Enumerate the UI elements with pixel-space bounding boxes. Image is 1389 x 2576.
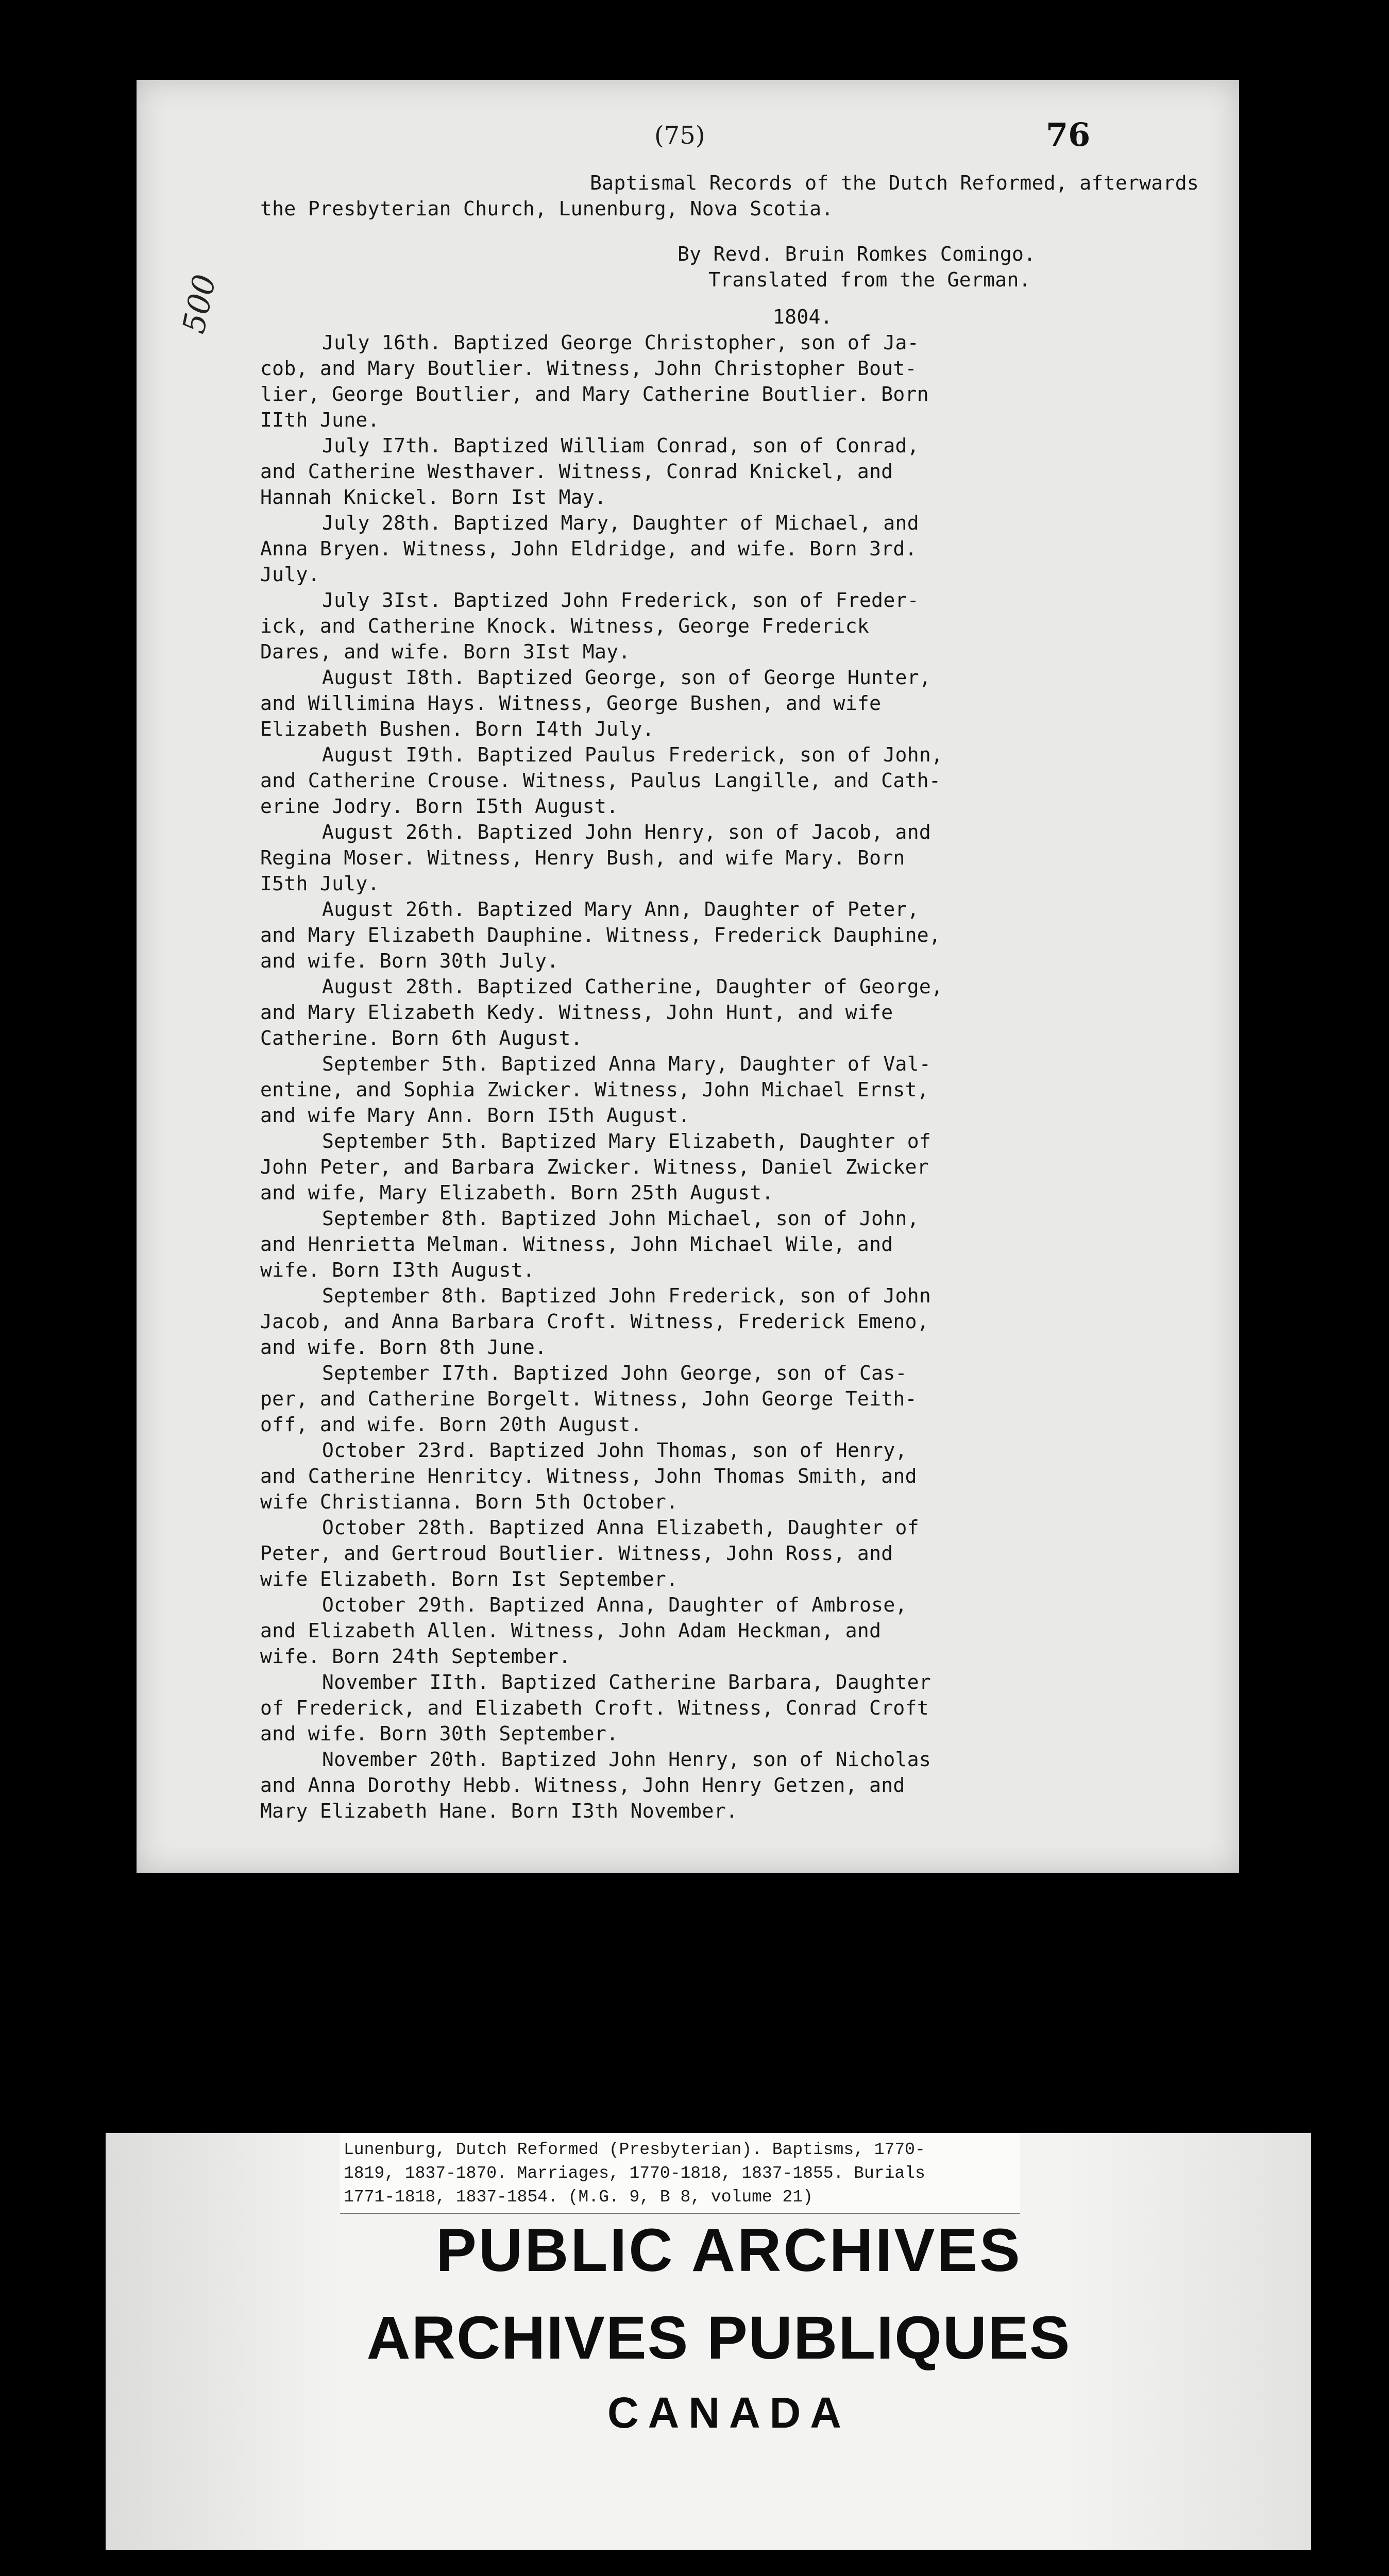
entry-line: July 16th. Baptized George Christopher, son of Ja- [322, 331, 919, 354]
entry-line: entine, and Sophia Zwicker. Witness, John Michael Ernst, [260, 1078, 929, 1101]
entry-line: August 28th. Baptized Catherine, Daughter of George, [322, 975, 943, 998]
entry-line: August I8th. Baptized George, son of George Hunter, [322, 666, 931, 689]
entry-line: lier, George Boutlier, and Mary Catherine Boutlier. Born [260, 383, 929, 405]
entry-line: and wife. Born 30th September. [260, 1722, 619, 1745]
entry-line: wife. Born I3th August. [260, 1259, 535, 1281]
entry-line: October 23rd. Baptized John Thomas, son of Henry, [322, 1439, 907, 1462]
entry-line: Anna Bryen. Witness, John Eldridge, and wife. Born 3rd. [260, 537, 917, 560]
entry-line: November IIth. Baptized Catherine Barbara, Daughter [322, 1671, 931, 1693]
entry-line: and Anna Dorothy Hebb. Witness, John Henry Getzen, and [260, 1774, 905, 1797]
entry-line: and wife. Born 30th July. [260, 950, 559, 972]
entry-line: July I7th. Baptized William Conrad, son of Conrad, [322, 434, 919, 457]
catalog-line-2: 1819, 1837-1870. Marriages, 1770-1818, 1837-1855. Burials [344, 2164, 925, 2183]
page-number: 76 [1046, 116, 1091, 154]
entry-line: and wife Mary Ann. Born I5th August. [260, 1104, 690, 1127]
catalog-line-3: 1771-1818, 1837-1854. (M.G. 9, B 8, volume 21) [344, 2188, 813, 2207]
entry-line: November 20th. Baptized John Henry, son of Nicholas [322, 1748, 931, 1771]
document-body [260, 170, 1213, 1824]
entry-line: October 29th. Baptized Anna, Daughter of Ambrose, [322, 1594, 907, 1616]
author-line: By Revd. Bruin Romkes Comingo. [677, 243, 1036, 265]
entry-line: and Catherine Westhaver. Witness, Conrad Knickel, and [260, 460, 893, 483]
entry-line: per, and Catherine Borgelt. Witness, John George Teith- [260, 1387, 917, 1410]
entry-line: Hannah Knickel. Born Ist May. [260, 486, 607, 509]
entry-line: ick, and Catherine Knock. Witness, George Frederick [260, 615, 870, 637]
entry-line: and Elizabeth Allen. Witness, John Adam Heckman, and [260, 1619, 882, 1642]
entry-line: I5th July. [260, 872, 380, 895]
entry-line: and Willimina Hays. Witness, George Bushen, and wife [260, 692, 882, 715]
header-line-1: Baptismal Records of the Dutch Reformed, afterwards [590, 172, 1199, 194]
entry-line: IIth June. [260, 409, 380, 431]
entry-line: Jacob, and Anna Barbara Croft. Witness, Frederick Emeno, [260, 1310, 929, 1333]
year-heading: 1804. [773, 306, 833, 328]
entry-line: Peter, and Gertroud Boutlier. Witness, John Ross, and [260, 1542, 893, 1565]
entry-line: September 5th. Baptized Mary Elizabeth, Daughter of [322, 1130, 931, 1153]
catalog-strip-text [344, 2138, 1019, 2209]
entry-line: John Peter, and Barbara Zwicker. Witness, Daniel Zwicker [260, 1156, 929, 1178]
entry-line: July 28th. Baptized Mary, Daughter of Michael, and [322, 512, 919, 534]
entry-line: July 3Ist. Baptized John Frederick, son of Freder- [322, 589, 919, 612]
entry-line: Catherine. Born 6th August. [260, 1027, 583, 1049]
entry-line: August 26th. Baptized John Henry, son of Jacob, and [322, 821, 931, 843]
entry-line: cob, and Mary Boutlier. Witness, John Christopher Bout- [260, 357, 917, 380]
entry-line: and Mary Elizabeth Kedy. Witness, John Hunt, and wife [260, 1001, 893, 1024]
entry-line: of Frederick, and Elizabeth Croft. Witness, Conrad Croft [260, 1697, 929, 1719]
page-number-parenthetical: (75) [654, 121, 705, 150]
entry-line: off, and wife. Born 20th August. [260, 1413, 642, 1436]
baptism-entries [260, 330, 1213, 1824]
entry-line: Elizabeth Bushen. Born I4th July. [260, 718, 654, 740]
entry-line: and wife, Mary Elizabeth. Born 25th August. [260, 1181, 774, 1204]
entry-line: wife Elizabeth. Born Ist September. [260, 1568, 679, 1590]
archive-label-card [106, 2133, 1311, 2550]
catalog-line-1: Lunenburg, Dutch Reformed (Presbyterian). Baptisms, 1770- [344, 2140, 925, 2159]
entry-line: August 26th. Baptized Mary Ann, Daughter of Peter, [322, 898, 919, 921]
entry-line: and Mary Elizabeth Dauphine. Witness, Frederick Dauphine, [260, 924, 941, 946]
header-line-2: the Presbyterian Church, Lunenburg, Nova Scotia. [260, 197, 834, 220]
entry-line: September I7th. Baptized John George, son of Cas- [322, 1362, 907, 1384]
entry-line: wife. Born 24th September. [260, 1645, 571, 1668]
entry-line: and Catherine Henritcy. Witness, John Thomas Smith, and [260, 1465, 917, 1487]
archive-title-english: PUBLIC ARCHIVES [436, 2216, 1022, 2284]
entry-line: Dares, and wife. Born 3Ist May. [260, 640, 631, 663]
entry-line: and Henrietta Melman. Witness, John Michael Wile, and [260, 1233, 893, 1256]
archive-title-french: ARCHIVES PUBLIQUES [366, 2304, 1071, 2372]
entry-line: and wife. Born 8th June. [260, 1336, 547, 1359]
document-page [137, 80, 1239, 1873]
margin-handwritten-note: 500 [176, 271, 224, 337]
entry-line: Mary Elizabeth Hane. Born I3th November. [260, 1800, 738, 1822]
entry-line: July. [260, 563, 320, 586]
translation-line: Translated from the German. [708, 268, 1031, 291]
entry-line: September 8th. Baptized John Frederick, son of John [322, 1284, 931, 1307]
entry-line: September 5th. Baptized Anna Mary, Daughter of Val- [322, 1053, 931, 1075]
entry-line: Regina Moser. Witness, Henry Bush, and wife Mary. Born [260, 846, 905, 869]
archive-country: CANADA [607, 2388, 851, 2437]
entry-line: October 28th. Baptized Anna Elizabeth, Daughter of [322, 1516, 919, 1539]
entry-line: wife Christianna. Born 5th October. [260, 1490, 679, 1513]
entry-line: and Catherine Crouse. Witness, Paulus Langille, and Cath- [260, 769, 941, 792]
entry-line: August I9th. Baptized Paulus Frederick, son of John, [322, 743, 943, 766]
entry-line: erine Jodry. Born I5th August. [260, 795, 619, 818]
entry-line: September 8th. Baptized John Michael, son of John, [322, 1207, 919, 1230]
